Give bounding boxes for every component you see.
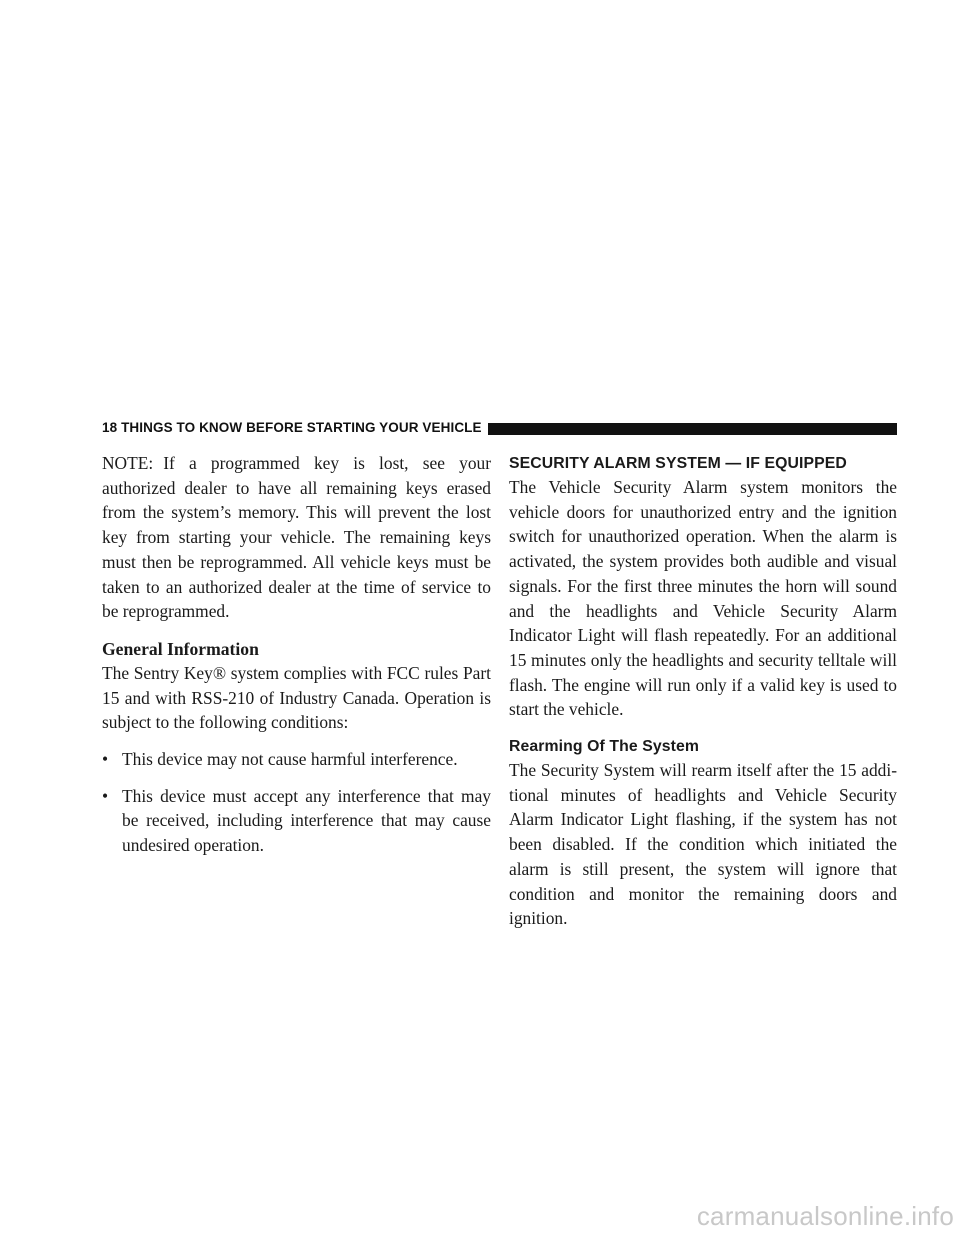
bullet-icon: • [102,749,109,770]
list-item [102,747,491,772]
bullet-icon: • [102,785,109,806]
list-item-text: This device may not cause harmful interference. [122,749,458,770]
rearming-heading: Rearming Of The System [509,738,700,756]
security-alarm-text: The Vehicle Security Alarm system monitors the vehicle doors for unauthorized entry and the ignition switch for unauthorized operation. When the alarm is activated, the system provides both audible and visual signals. For the first three minutes the horn will sound and the headlights and Vehicle Security Alarm Indicator Light will flash repeatedly. For an additional 15 minutes only the headlights and security telltale will flash. The engine will run only if a valid key is used to start the vehicle. [509,477,897,720]
security-alarm-heading: SECURITY ALARM SYSTEM — IF EQUIPPED [509,455,847,472]
note-text: If a programmed key is lost, see your authorized dealer to have all remaining keys erased from the system’s memory. This will prevent the lost key from starting your vehicle. The remaining keys must then be reprogrammed. All vehicle keys must be taken to an authorized dealer at the time of service to be reprogrammed. [102,453,491,622]
page-number-and-section-title: 18 THINGS TO KNOW BEFORE STARTING YOUR VEHICLE [102,420,482,435]
rearming-text: The Security System will rearm itself after the 15 additional minutes of headlights and Vehicle Security Alarm Indicator Light flashing, if the system has not been disabled. If the condition which initiated the alarm is still present, the system will ignore that condition and monitor the remaining doors and ignition. [509,760,897,929]
right-column [509,451,897,931]
conditions-list [102,747,491,858]
list-item-text: This device must accept any interference that may be received, including interference that may cause undesired operation. [122,785,491,856]
general-information-text: The Sentry Key® system complies with FCC rules Part 15 and with RSS-210 of Industry Canada. Operation is subject to the following conditions: [102,662,491,733]
site-watermark: carmanualsonline.info [696,1201,954,1231]
page-header [102,418,897,440]
header-rule-bar [488,423,897,435]
general-information-heading: General Information [102,638,259,659]
note-label: NOTE: [102,453,154,473]
list-item [102,784,491,858]
left-column [102,451,491,870]
note-paragraph [102,451,491,624]
